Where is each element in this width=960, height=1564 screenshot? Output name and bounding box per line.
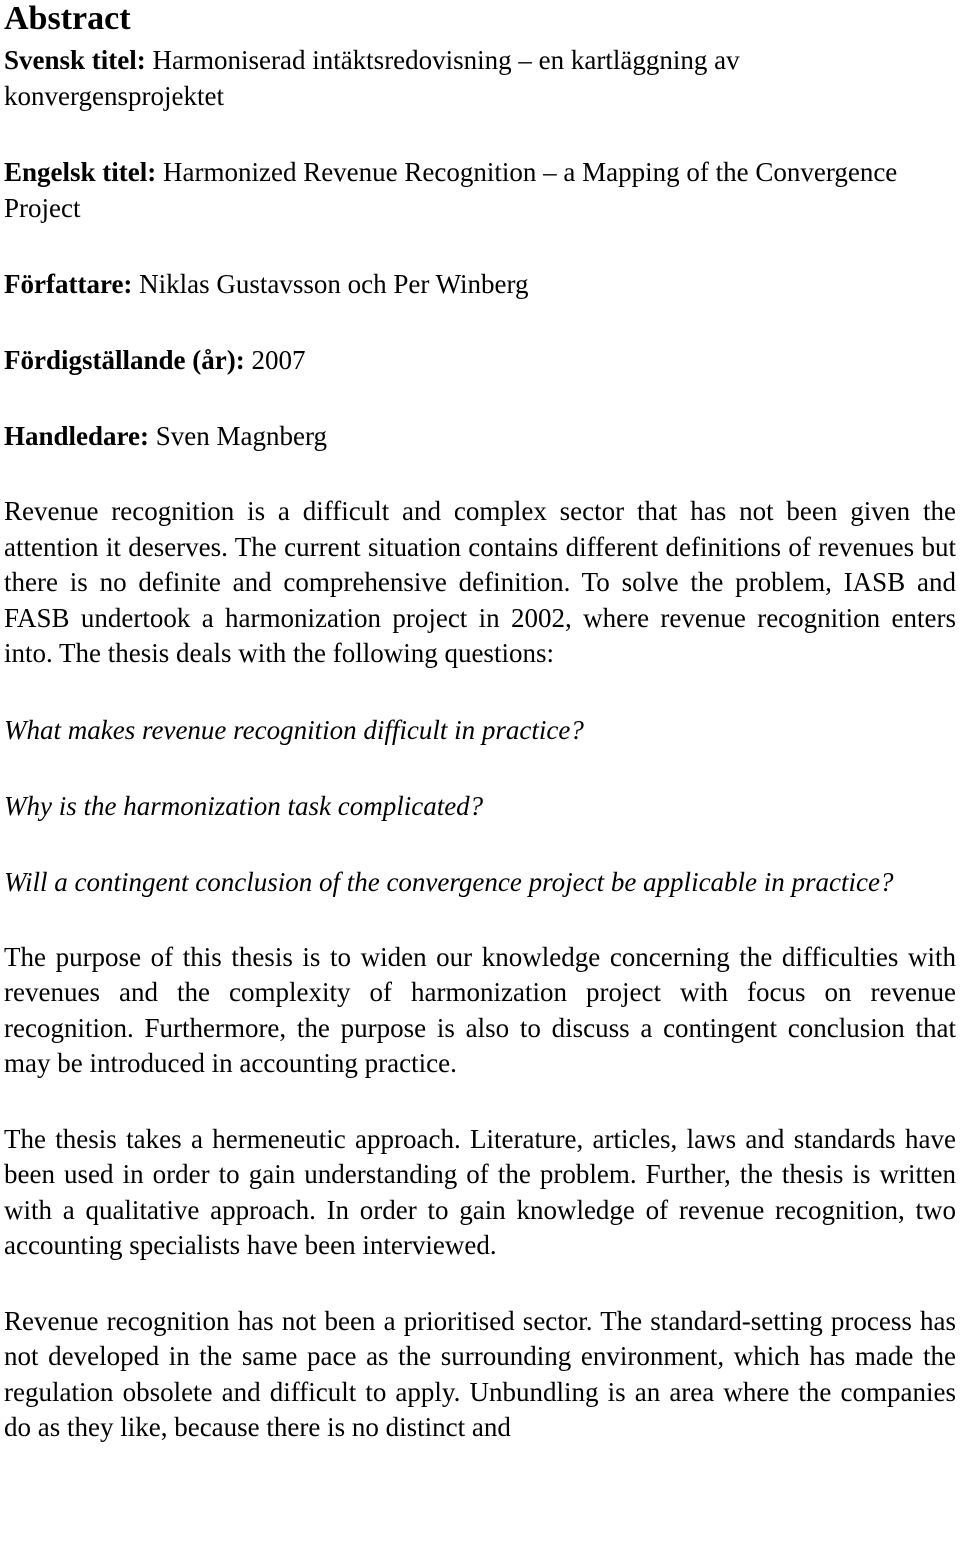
completion-label: Fördigställande (år): [4, 345, 245, 375]
completion-value: 2007 [251, 345, 306, 375]
authors-label: Författare: [4, 269, 133, 299]
english-title-label: Engelsk titel: [4, 157, 157, 187]
authors-value: Niklas Gustavsson och Per Winberg [139, 269, 529, 299]
supervisor-value: Sven Magnberg [155, 421, 327, 451]
question-2: Why is the harmonization task complicated? [4, 790, 484, 821]
abstract-heading: Abstract [4, 0, 131, 37]
swedish-title-value: Harmoniserad intäktsredovisning – en kartläggning av konvergensprojektet [4, 45, 740, 111]
completion-year [4, 342, 956, 378]
swedish-title-label: Svensk titel: [4, 45, 146, 75]
authors [4, 266, 956, 302]
method-paragraph: The thesis takes a hermeneutic approach. Literature, articles, laws and standards have been used in order to gain understanding of the problem. Further, the thesis is written with a qualitative approach. In order to gain knowledge of revenue recognition, two accounting specialists have been interviewed. [4, 1123, 956, 1260]
question-3: Will a contingent conclusion of the convergence project be applicable in practice? [4, 866, 894, 897]
question-1: What makes revenue recognition difficult in practice? [4, 714, 584, 745]
english-title [4, 154, 956, 226]
intro-paragraph: Revenue recognition is a difficult and complex sector that has not been given the attention it deserves. The current situation contains different definitions of revenues but there is no definite and comprehensive definition. To solve the problem, IASB and FASB undertook a harmonization project in 2002, where revenue recognition enters into. The thesis deals with the following questions: [4, 496, 956, 668]
swedish-title [4, 42, 956, 114]
purpose-paragraph: The purpose of this thesis is to widen our knowledge concerning the difficulties with revenues and the complexity of harmonization project with focus on revenue recognition. Furthermore, the purpose is also to discuss a contingent conclusion that may be introduced in accounting practice. [4, 941, 956, 1078]
supervisor [4, 418, 956, 454]
supervisor-label: Handledare: [4, 421, 150, 451]
findings-paragraph: Revenue recognition has not been a prioritised sector. The standard-setting process has not developed in the same pace as the surrounding environment, which has made the regulation obsolete and difficult to apply. Unbundling is an area where the companies do as they like, because there is no distinct and [4, 1305, 956, 1442]
english-title-value: Harmonized Revenue Recognition – a Mapping of the Convergence Project [4, 157, 898, 223]
